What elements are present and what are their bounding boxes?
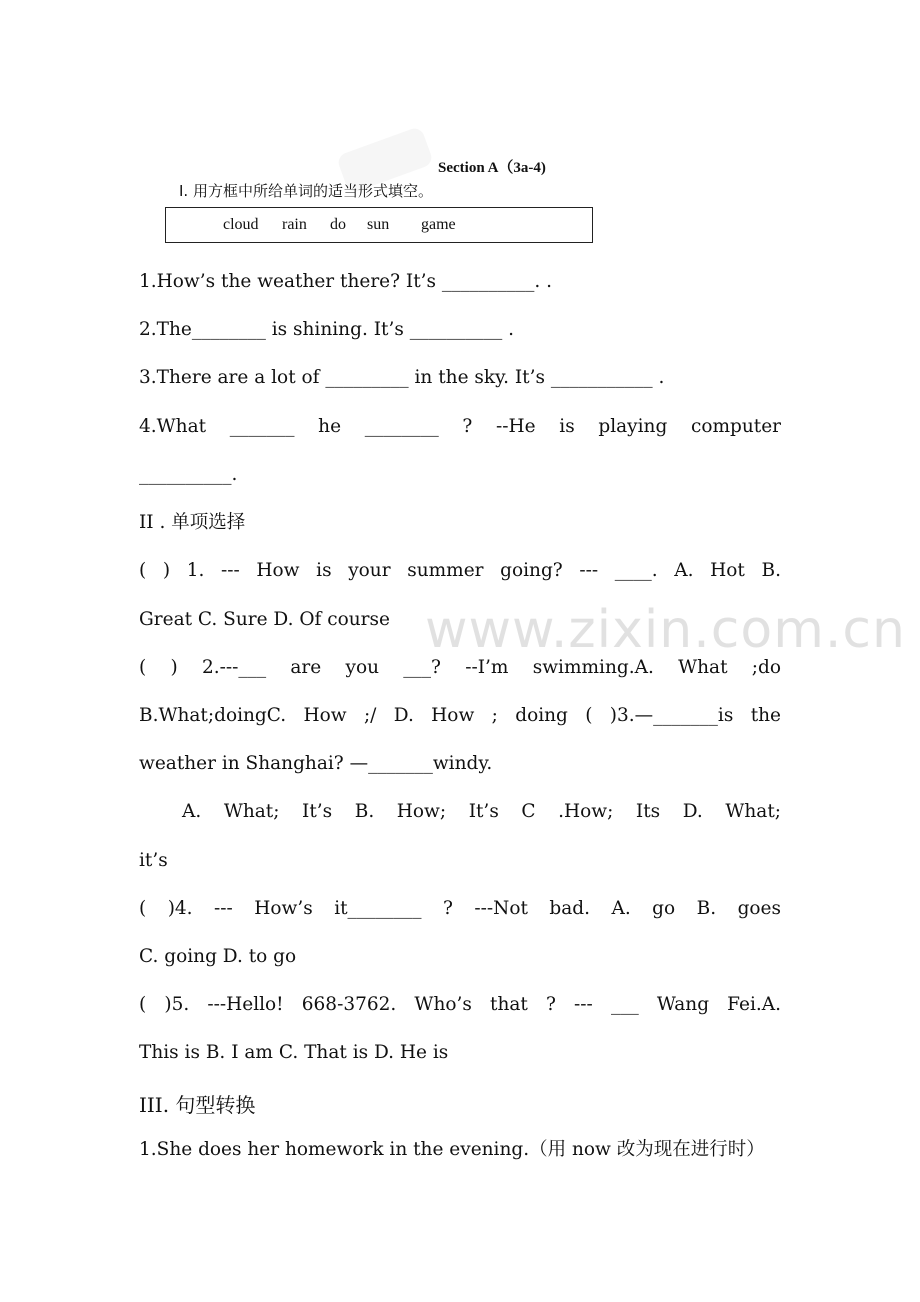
instruction-text: I. 用方框中所给单词的适当形式填空。 <box>179 182 433 200</box>
question-line: 2.The________ is shining. It’s __________ . <box>139 319 514 340</box>
choice-line: it’s <box>139 850 168 871</box>
word-box-word: cloud <box>223 216 259 233</box>
part2-heading: II . 单项选择 <box>139 512 246 533</box>
question-line: __________. <box>139 464 238 485</box>
word-box-word: sun <box>367 216 390 233</box>
question-line: 1.How’s the weather there? It’s __________. . <box>139 271 553 292</box>
choice-line: B.What;doingC. How ;/ D. How ; doing ( )3.—_______is the <box>139 705 781 726</box>
choice-line: ( )4. --- How’s it________ ? ---Not bad. A. go B. goes <box>139 898 781 919</box>
part3-heading: III. 句型转换 <box>139 1093 256 1117</box>
choice-line: weather in Shanghai? —_______windy. <box>139 753 493 774</box>
word-box-word: game <box>421 216 456 233</box>
choice-line: Great C. Sure D. Of course <box>139 609 390 630</box>
choice-line: This is B. I am C. That is D. He is <box>139 1042 449 1063</box>
choice-line: ( ) 1. --- How is your summer going? --- ____. A. Hot B. <box>139 560 781 581</box>
choice-line: C. going D. to go <box>139 946 297 967</box>
watermark-text: www.zixin.com.cn <box>425 600 906 660</box>
word-box <box>165 207 593 243</box>
transform-line: 1.She does her homework in the evening.（用 now 改为现在进行时） <box>139 1139 765 1160</box>
choice-line: ( )5. ---Hello! 668-3762. Who’s that ? --- ___ Wang Fei.A. <box>139 994 781 1015</box>
word-box-word: do <box>330 216 346 233</box>
question-line: 3.There are a lot of _________ in the sky. It’s ___________ . <box>139 367 665 388</box>
word-box-word: rain <box>282 216 307 233</box>
choice-line: ( ) 2.---___ are you ___? --I’m swimming.A. What ;do <box>139 657 781 678</box>
question-line: 4.What _______ he ________ ? --He is playing computer <box>139 416 781 437</box>
choice-line: A. What; It’s B. How; It’s C .How; Its D. What; <box>182 801 781 822</box>
section-title: Section A（3a-4) <box>438 160 546 176</box>
